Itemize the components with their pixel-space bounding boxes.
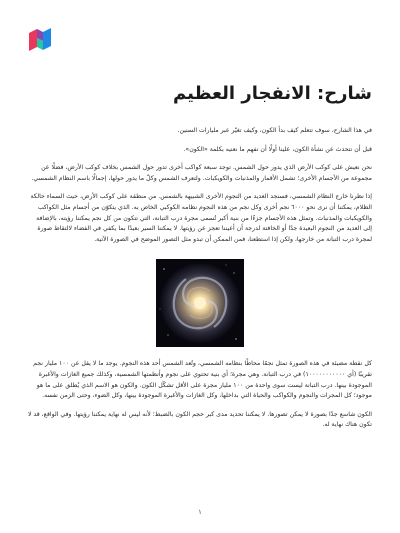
paragraph: كل نقطة مضيئة في هذه الصورة تمثل نجمًا محاطًا بنظامه الشمسي، وتُعد الشمس أحد هذه النجوم. يوجد ما لا يقل عن ١٠٠ مليار نجم تقريبًا (أي ١٠٠٠٠٠٠٠٠٠٠٠) في درب التبانة. وهي مجرة؛ أي بنية تحتوي على نجوم وأنظمتها الشمسية، وكذلك جميع الغازات والأغبرة الموجودة بينها. درب التبانة ليست سوى واحدة من ١٠٠ مليار مجرة على الأقل تشكّل الكون. والكون هو الاسم الذي يُطلق على ما هو موجود؛ كل المجرات والنجوم والكواكب والحياة التي بداخلها، وكل الغازات والأغبرة الموجودة بينها، وكل الضوء، وحتى الزمن نفسه. (33, 360, 372, 400)
document-body (27, 82, 372, 439)
logo-icon (29, 28, 51, 52)
paragraph: في هذا الشارح، سوف تتعلم كيف بدأ الكون، وكيف تغيّر عبر مليارات السنين. (177, 127, 372, 134)
paragraph: الكون شاسع جدًا بصورة لا يمكن تصورها. لا يمكننا تحديد مدى كبر حجم الكون بالضبط؛ لأنه ليس له نهاية يمكننا رؤيتها. وفي الواقع، قد لا تكون هناك نهاية له. (28, 410, 372, 429)
paragraph: نحن نعيش على كوكب الأرض الذي يدور حول الشمس. توجد سبعة كواكب أخرى تدور حول الشمس بخلاف كوكب الأرض، فضلًا عن مجموعة من الأجسام الأخرى؛ تشمل الأقمار والمذنبات والكويكبات. ولتعرف الشمس وكلّ ما يدور حولها، إجمالًا باسم النظام الشمسي. (31, 164, 372, 182)
page-number: ١ (198, 508, 202, 516)
paragraph: إذا نظرنا خارج النظام الشمسي، فسنجد العديد من النجوم الأخرى الشبيهة بالشمس. من منطقة على كوكب الأرض، حيث السماء حالكة الظلام، يمكننا أن نرى نحو ٦٠٠٠ نجم أخرى وكل نجم من هذه النجوم نظامه الكوكبي الخاص به. الذي يتكوّن من أجسام مثل الكواكب والكويكبات والمذنبات. وتمثل هذه الأجسام جزءًا من بنية أكبر تُسمى مجرة درب التبانة، التي تتكون من كل نجم يمكننا رؤيته، بالإضافة إلى العديد من النجوم البعيدة جدًا أو الخافتة لدرجة أن أعيننا تعجز عن رؤيتها. لا يمكننا السير بعيدًا بما يكفي في الفضاء لالتقاط صورة لمجرة درب التبانة من خارجها، ولكن إذا استطعنا، فمن الممكن أن تبدو مثل التصور الموضح في الصورة الآتية. (30, 193, 372, 243)
page-title: شارح: الانفجار العظيم (173, 83, 372, 104)
galaxy-image (156, 259, 244, 347)
paragraph: قبل أن نتحدث عن نشأة الكون، علينا أولًا أن نفهم ما نعنيه بكلمة «الكون». (183, 145, 372, 153)
